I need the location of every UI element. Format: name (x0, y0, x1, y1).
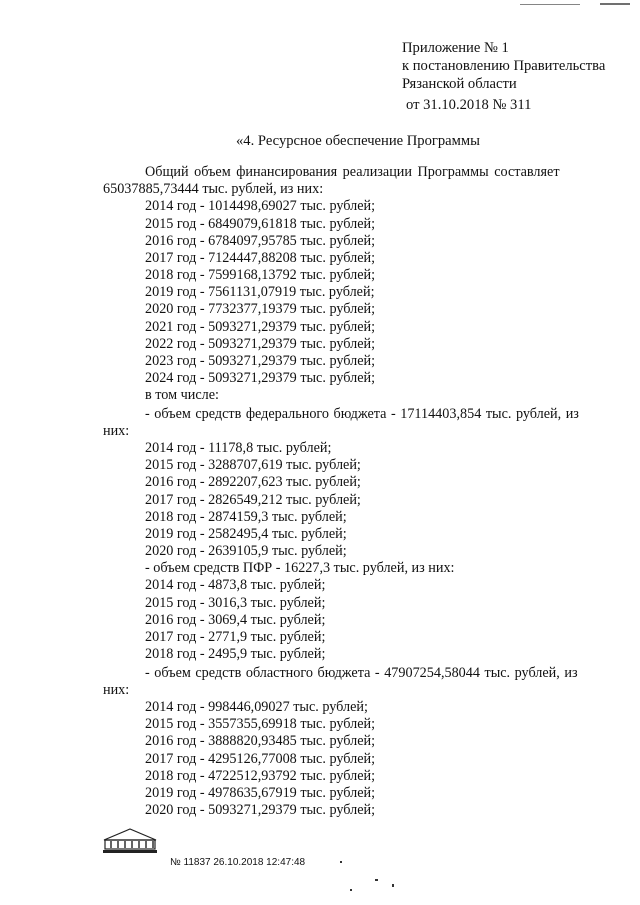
section-title: «4. Ресурсное обеспечение Программы (236, 133, 480, 149)
pfr-year-2016: 2016 год - 3069,4 тыс. рублей; (145, 612, 326, 628)
appendix-region: Рязанской области (402, 76, 517, 92)
total-year-2021: 2021 год - 5093271,29379 тыс. рублей; (145, 319, 376, 335)
total-year-2022: 2022 год - 5093271,29379 тыс. рублей; (145, 336, 376, 352)
federal-year-2019: 2019 год - 2582495,4 тыс. рублей; (145, 526, 347, 542)
regional-heading: - объем средств областного бюджета - 47907254,58044 тыс. рублей, из (145, 665, 578, 681)
scan-artifact (350, 889, 352, 891)
federal-year-2016: 2016 год - 2892207,623 тыс. рублей; (145, 474, 361, 490)
intro-line-2: 65037885,73444 тыс. рублей, из них: (103, 181, 324, 197)
registration-stamp: № 11837 26.10.2018 12:47:48 (170, 857, 306, 868)
scan-artifact (392, 884, 394, 887)
scan-artifact (600, 3, 630, 5)
pfr-year-2014: 2014 год - 4873,8 тыс. рублей; (145, 577, 326, 593)
total-year-2023: 2023 год - 5093271,29379 тыс. рублей; (145, 353, 376, 369)
total-year-2020: 2020 год - 7732377,19379 тыс. рублей; (145, 301, 376, 317)
appendix-number: Приложение № 1 (402, 40, 509, 56)
scan-artifact (520, 4, 580, 5)
regional-year-2019: 2019 год - 4978635,67919 тыс. рублей; (145, 785, 376, 801)
total-year-2024: 2024 год - 5093271,29379 тыс. рублей; (145, 370, 376, 386)
total-year-2015: 2015 год - 6849079,61818 тыс. рублей; (145, 216, 376, 232)
regional-year-2017: 2017 год - 4295126,77008 тыс. рублей; (145, 751, 376, 767)
scan-artifact (340, 861, 342, 863)
regional-year-2020: 2020 год - 5093271,29379 тыс. рублей; (145, 802, 376, 818)
regional-heading-cont: них: (103, 682, 130, 698)
total-year-2018: 2018 год - 7599168,13792 тыс. рублей; (145, 267, 376, 283)
pfr-year-2017: 2017 год - 2771,9 тыс. рублей; (145, 629, 326, 645)
federal-heading-cont: них: (103, 423, 130, 439)
scan-artifact (375, 879, 378, 881)
pfr-heading: - объем средств ПФР - 16227,3 тыс. рублей, из них: (145, 560, 455, 576)
federal-year-2020: 2020 год - 2639105,9 тыс. рублей; (145, 543, 347, 559)
total-year-2016: 2016 год - 6784097,95785 тыс. рублей; (145, 233, 376, 249)
total-year-2014: 2014 год - 1014498,69027 тыс. рублей; (145, 198, 376, 214)
federal-year-2018: 2018 год - 2874159,3 тыс. рублей; (145, 509, 347, 525)
federal-heading: - объем средств федерального бюджета - 17114403,854 тыс. рублей, из (145, 406, 579, 422)
pfr-year-2015: 2015 год - 3016,3 тыс. рублей; (145, 595, 326, 611)
appendix-resolution: к постановлению Правительства (402, 58, 606, 74)
pfr-year-2018: 2018 год - 2495,9 тыс. рублей; (145, 646, 326, 662)
regional-year-2014: 2014 год - 998446,09027 тыс. рублей; (145, 699, 368, 715)
regional-year-2016: 2016 год - 3888820,93485 тыс. рублей; (145, 733, 376, 749)
registry-logo (101, 826, 159, 854)
including-label: в том числе: (145, 387, 219, 403)
regional-year-2015: 2015 год - 3557355,69918 тыс. рублей; (145, 716, 376, 732)
federal-year-2015: 2015 год - 3288707,619 тыс. рублей; (145, 457, 361, 473)
intro-line-1: Общий объем финансирования реализации Программы составляет (145, 164, 560, 180)
total-year-2017: 2017 год - 7124447,88208 тыс. рублей; (145, 250, 376, 266)
appendix-date: от 31.10.2018 № 311 (406, 97, 532, 113)
total-year-2019: 2019 год - 7561131,07919 тыс. рублей; (145, 284, 375, 300)
federal-year-2014: 2014 год - 11178,8 тыс. рублей; (145, 440, 332, 456)
federal-year-2017: 2017 год - 2826549,212 тыс. рублей; (145, 492, 361, 508)
regional-year-2018: 2018 год - 4722512,93792 тыс. рублей; (145, 768, 376, 784)
